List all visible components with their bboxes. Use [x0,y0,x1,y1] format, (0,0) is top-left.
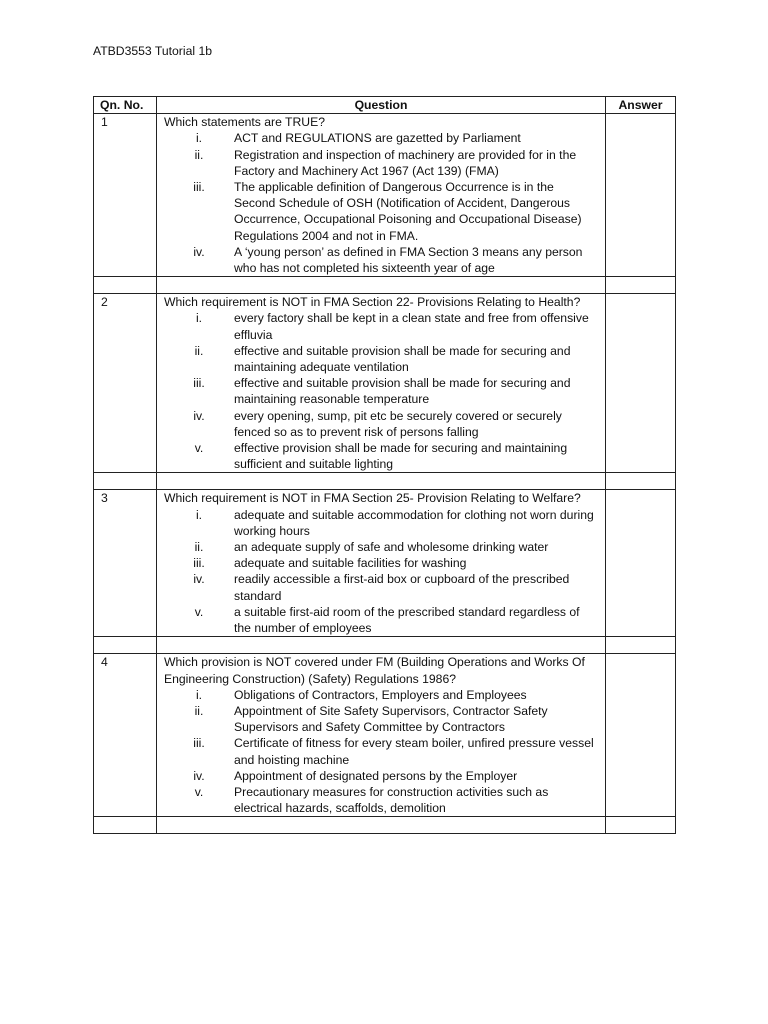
spacer-cell [606,817,676,834]
question-row [94,654,676,817]
question-text: Which requirement is NOT in FMA Section 22- Provisions Relating to Health? [164,295,581,310]
option-text: Precautionary measures for construction activities such as electrical hazards, scaffolds, demolition [234,784,549,816]
option-numeral: v. [194,784,204,799]
header-answer: Answer [606,97,676,114]
option-item [164,507,595,539]
option-text: every opening, sump, pit etc be securely covered or securely fenced so as to prevent risk of persons falling [234,408,562,439]
question-cell [157,490,606,637]
option-numeral: ii. [194,147,204,162]
option-numeral: iv. [193,768,205,783]
table-body [94,114,676,834]
spacer-cell [157,637,606,654]
option-item [164,343,595,375]
option-text: every factory shall be kept in a clean state and free from offensive effluvia [234,311,589,342]
option-numeral: v. [194,604,204,619]
option-text: readily accessible a first-aid box or cupboard of the prescribed standard [234,572,570,603]
option-item [164,768,595,784]
question-text: Which requirement is NOT in FMA Section 25- Provision Relating to Welfare? [164,491,581,506]
question-cell [157,294,606,473]
question-number: 2 [94,294,157,473]
option-numeral: i. [195,131,203,146]
option-item [164,539,595,555]
header-question: Question [157,97,606,114]
questions-table [93,96,676,834]
spacer-cell [157,817,606,834]
option-text: adequate and suitable facilities for washing [234,556,467,571]
option-item [164,687,595,703]
option-item [164,735,595,767]
option-text: ACT and REGULATIONS are gazetted by Parliament [234,131,521,146]
option-item [164,244,595,276]
header-qn-no: Qn. No. [94,97,157,114]
spacer-cell [606,277,676,294]
option-numeral: ii. [194,540,204,555]
option-text: an adequate supply of safe and wholesome drinking water [234,540,549,555]
spacer-cell [94,817,157,834]
answer-cell [606,294,676,473]
option-text: Obligations of Contractors, Employers and Employees [234,687,527,702]
spacer-cell [157,473,606,490]
option-numeral: i. [195,311,203,326]
option-item [164,571,595,603]
option-numeral: iii. [193,736,205,751]
option-item [164,375,595,407]
option-item [164,784,595,816]
option-text: Registration and inspection of machinery are provided for in the Factory and Machinery Act 1967 (Act 139) (FMA) [234,147,577,178]
spacer-row [94,277,676,294]
spacer-cell [94,277,157,294]
spacer-row [94,473,676,490]
spacer-row [94,817,676,834]
table-header-row [94,97,676,114]
spacer-cell [94,637,157,654]
option-item [164,703,595,735]
question-text: Which provision is NOT covered under FM (Building Operations and Works Of Engineering Construction) (Safety) Regulations 1986? [164,655,585,686]
question-cell [157,654,606,817]
spacer-cell [606,473,676,490]
spacer-row [94,637,676,654]
question-row [94,114,676,277]
question-text: Which statements are TRUE? [164,115,325,130]
option-item [164,310,595,342]
answer-cell [606,654,676,817]
option-numeral: iv. [193,408,205,423]
option-text: Appointment of Site Safety Supervisors, Contractor Safety Supervisors and Safety Committee by Contractors [234,703,548,735]
option-numeral: i. [195,507,203,522]
option-item [164,440,595,472]
answer-cell [606,114,676,277]
option-text: adequate and suitable accommodation for clothing not worn during working hours [234,507,594,538]
option-item [164,408,595,440]
option-item [164,179,595,244]
option-text: effective provision shall be made for securing and maintaining sufficient and suitable lighting [234,441,568,472]
option-numeral: v. [194,441,204,456]
spacer-cell [606,637,676,654]
option-text: a suitable first-aid room of the prescribed standard regardless of the number of employees [234,604,580,636]
option-item [164,147,595,179]
question-number: 3 [94,490,157,637]
question-row [94,294,676,473]
spacer-cell [94,473,157,490]
option-numeral: iii. [193,556,205,571]
option-numeral: iii. [193,180,205,195]
option-item [164,604,595,636]
option-numeral: ii. [194,343,204,358]
option-text: The applicable definition of Dangerous Occurrence is in the Second Schedule of OSH (Notification of Accident, Dangerous Occurrence, Occupational Poisoning and Occupational Disease) Regulations 2004 and not in FMA. [234,180,582,243]
document-title: ATBD3553 Tutorial 1b [93,44,213,58]
option-item [164,555,595,571]
option-numeral: iv. [193,244,205,259]
option-text: Certificate of fitness for every steam boiler, unfired pressure vessel and hoisting machine [234,736,594,767]
option-numeral: iii. [193,376,205,391]
question-number: 1 [94,114,157,277]
answer-cell [606,490,676,637]
option-text: Appointment of designated persons by the Employer [234,768,518,783]
option-text: effective and suitable provision shall be made for securing and maintaining adequate ventilation [234,343,571,375]
option-text: effective and suitable provision shall be made for securing and maintaining reasonable temperature [234,376,571,407]
option-numeral: ii. [194,703,204,718]
option-item [164,130,595,146]
question-row [94,490,676,637]
option-text: A ‘young person’ as defined in FMA Section 3 means any person who has not completed his sixteenth year of age [234,244,583,276]
spacer-cell [157,277,606,294]
question-cell [157,114,606,277]
option-numeral: iv. [193,572,205,587]
option-numeral: i. [195,687,203,702]
question-number: 4 [94,654,157,817]
